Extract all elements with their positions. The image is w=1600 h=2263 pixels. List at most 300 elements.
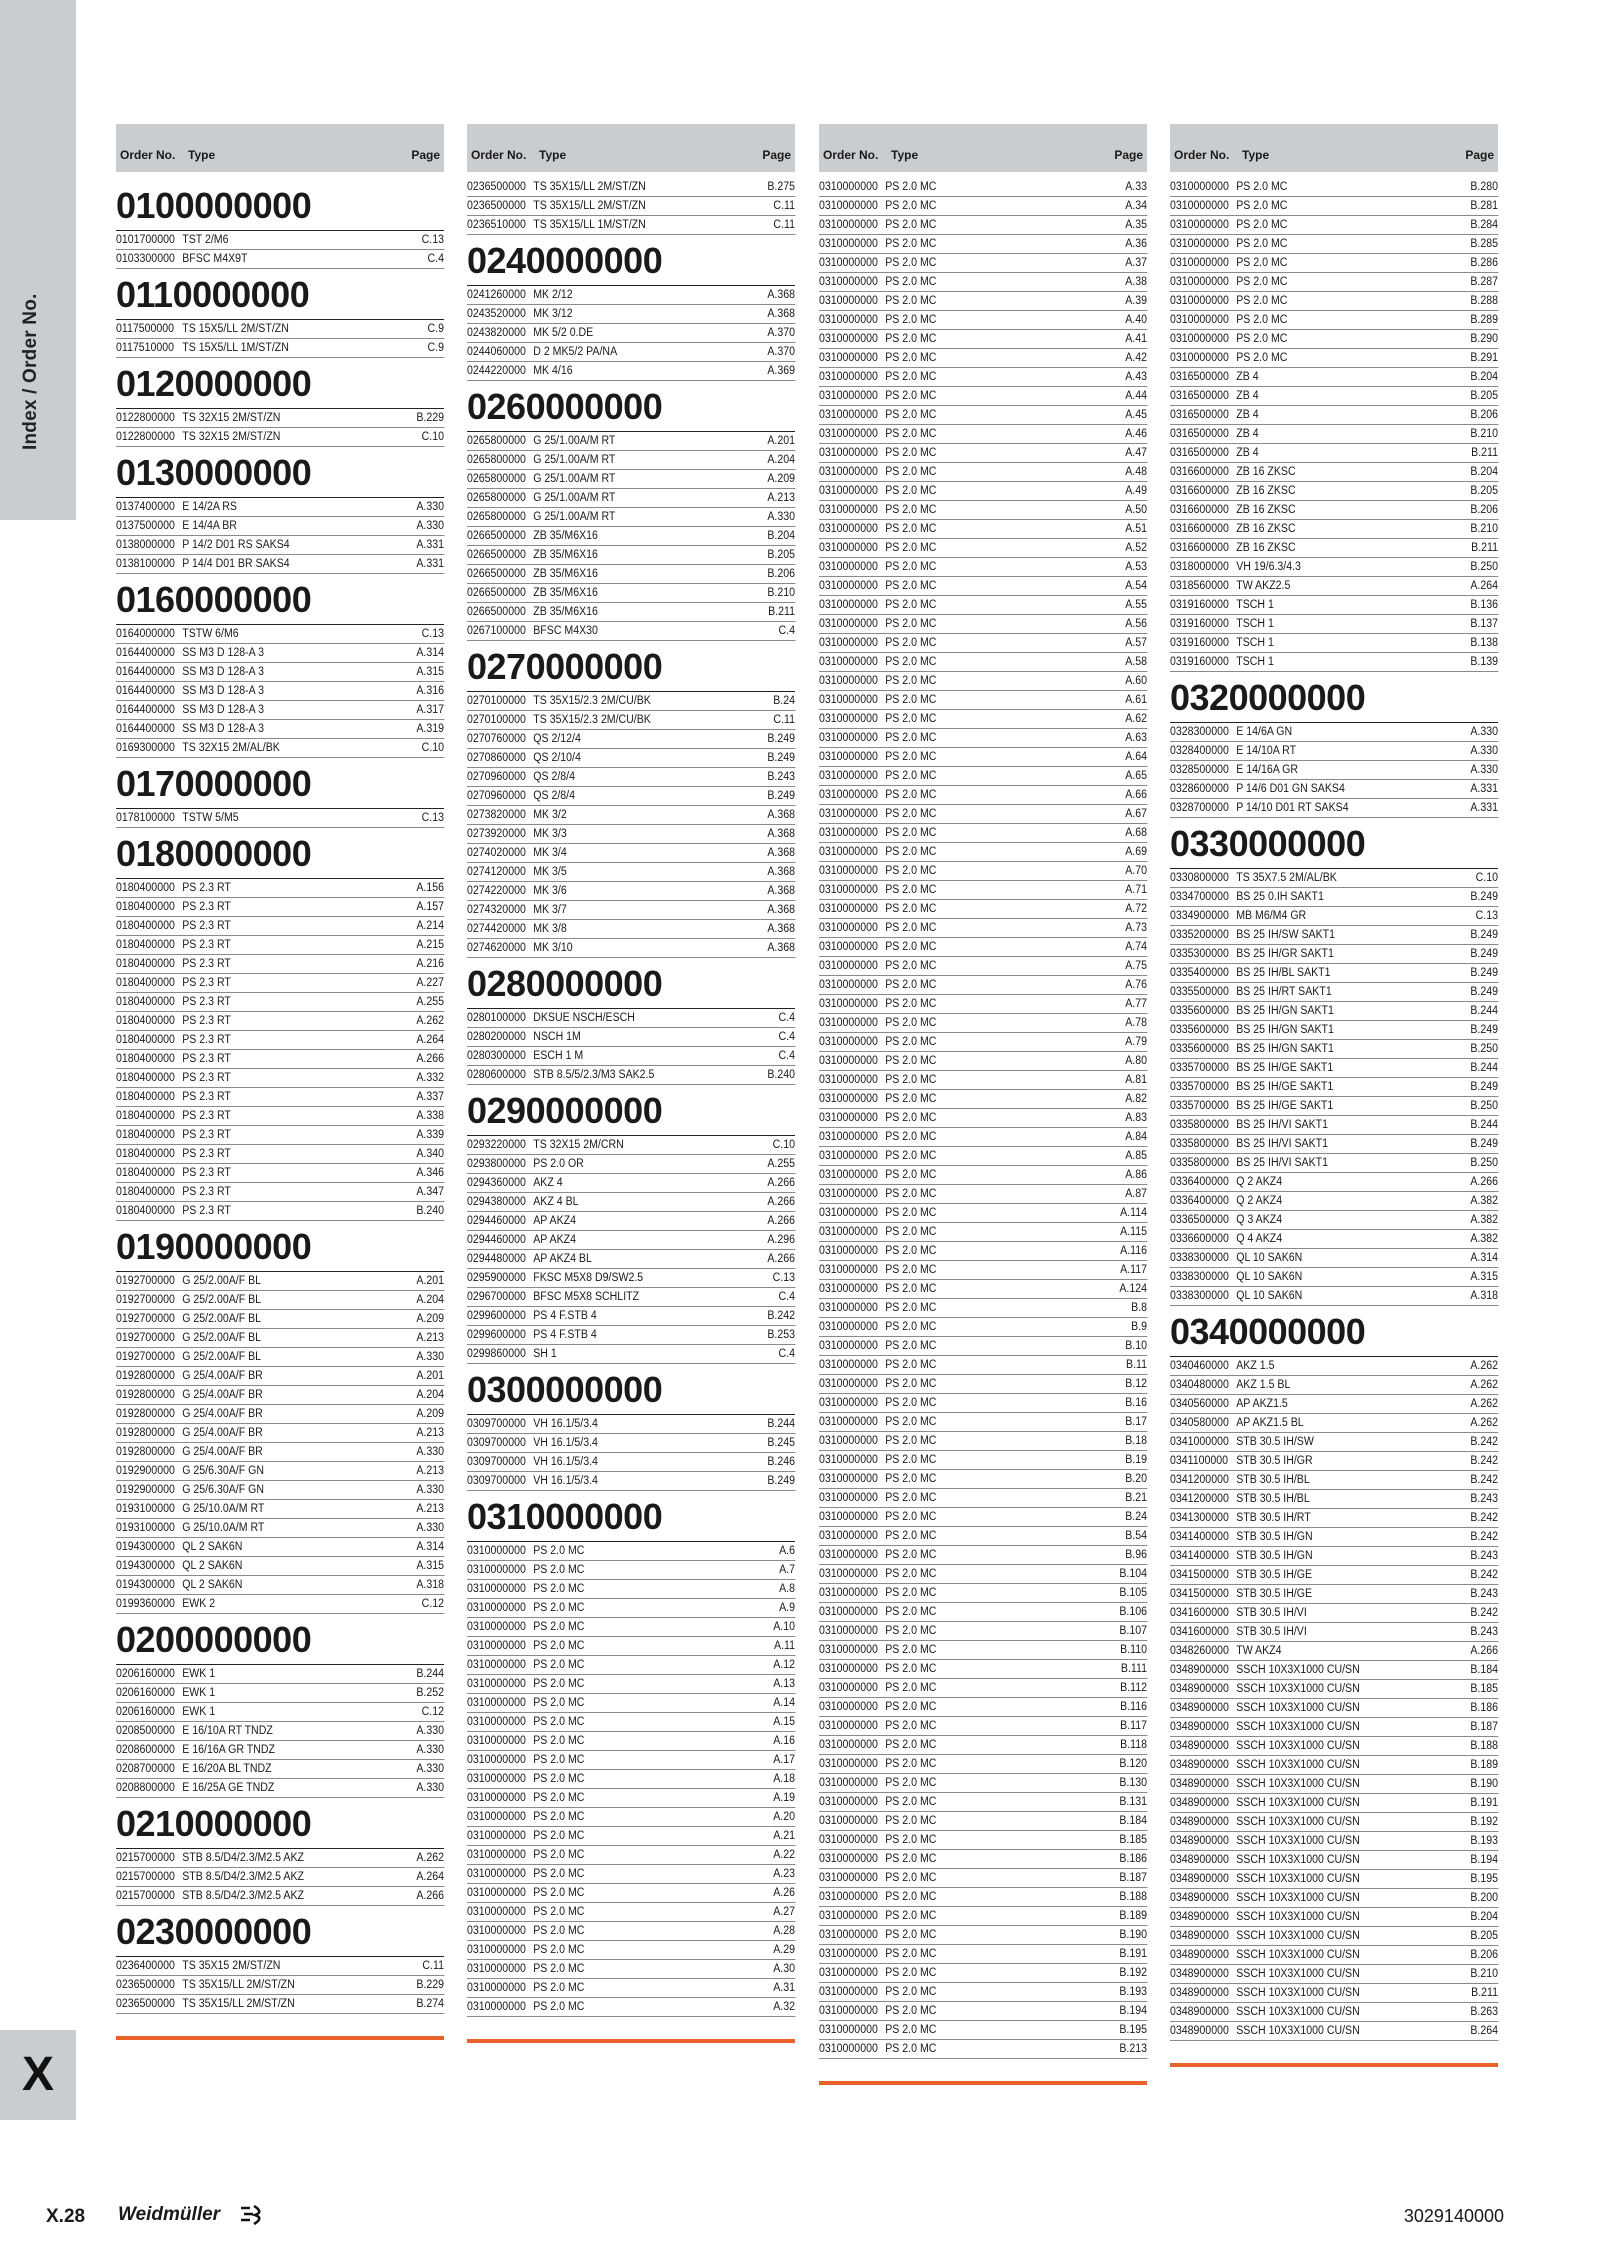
type-cell: SSCH 10X3X1000 CU/SN (1236, 1740, 1360, 1752)
type-cell: STB 30.5 IH/GE (1236, 1569, 1313, 1581)
page-cell: A.330 (416, 501, 445, 513)
type-cell: PS 2.0 MC (885, 1150, 937, 1162)
type-cell: MK 3/12 (533, 308, 573, 320)
table-row (467, 730, 795, 749)
type-cell: P 14/4 D01 BR SAKS4 (182, 558, 290, 570)
order-number-cell: 0309700000 (467, 1437, 526, 1449)
type-cell: PS 2.0 MC (1236, 200, 1288, 212)
type-cell: TSCH 1 (1236, 637, 1274, 649)
group-title: 0210000000 (116, 1798, 444, 1849)
type-cell: G 25/2.00A/F BL (182, 1275, 262, 1287)
table-row (1170, 1230, 1498, 1249)
order-number-cell: 0348900000 (1170, 1702, 1229, 1714)
type-cell: PS 2.0 MC (885, 2005, 937, 2017)
table-row (1170, 1623, 1498, 1642)
type-cell: G 25/4.00A/F BR (182, 1446, 263, 1458)
group-title: 0130000000 (116, 447, 444, 498)
order-number-cell: 0310000000 (819, 523, 878, 535)
index-column-3 (819, 124, 1147, 2085)
table-row (467, 1922, 795, 1941)
table-row (116, 898, 444, 917)
type-cell: SS M3 D 128-A 3 (182, 666, 264, 678)
table-row (819, 1261, 1147, 1280)
type-cell: AKZ 1.5 (1236, 1360, 1275, 1372)
type-cell: QS 2/10/4 (533, 752, 581, 764)
order-number-cell: 0341500000 (1170, 1588, 1229, 1600)
table-row (819, 1793, 1147, 1812)
page-cell: B.195 (1119, 2024, 1148, 2036)
page-cell: B.242 (1470, 1531, 1499, 1543)
table-row (819, 976, 1147, 995)
column-header-order: Order No. (471, 148, 527, 162)
order-number-cell: 0194300000 (116, 1541, 175, 1553)
table-row (819, 1831, 1147, 1850)
page-cell: B.250 (1470, 1043, 1499, 1055)
type-cell: PS 2.0 MC (885, 1758, 937, 1770)
type-cell: PS 2.0 MC (885, 960, 937, 972)
order-number-cell: 0192700000 (116, 1294, 175, 1306)
page-cell: B.205 (1470, 485, 1499, 497)
order-number-cell: 0266500000 (467, 587, 526, 599)
order-number-cell: 0328600000 (1170, 783, 1229, 795)
type-cell: PS 2.0 MC (885, 1948, 937, 1960)
page-cell: B.249 (767, 1475, 796, 1487)
table-row (1170, 1287, 1498, 1306)
type-cell: PS 2.0 MC (885, 333, 937, 345)
type-cell: PS 2.3 RT (182, 996, 231, 1008)
table-row (1170, 888, 1498, 907)
table-row (467, 432, 795, 451)
page-cell: A.60 (1125, 675, 1148, 687)
table-row (1170, 1908, 1498, 1927)
page-cell: A.73 (1125, 922, 1148, 934)
type-cell: AP AKZ4 BL (533, 1253, 592, 1265)
page-cell: A.368 (767, 828, 796, 840)
page-cell: C.9 (427, 323, 445, 335)
table-row (467, 863, 795, 882)
page-cell: A.330 (416, 1725, 445, 1737)
table-row (1170, 1471, 1498, 1490)
order-number-cell: 0310000000 (467, 1621, 526, 1633)
order-number-cell: 0180400000 (116, 1091, 175, 1103)
page-cell: A.262 (416, 1852, 445, 1864)
page-cell: A.330 (416, 1744, 445, 1756)
table-row (116, 917, 444, 936)
order-number-cell: 0243820000 (467, 327, 526, 339)
section-letter: X (21, 2048, 54, 2101)
table-row (116, 498, 444, 517)
type-cell: E 14/4A BR (182, 520, 237, 532)
type-cell: SSCH 10X3X1000 CU/SN (1236, 1854, 1360, 1866)
table-row (819, 1907, 1147, 1926)
page-cell: B.243 (767, 771, 796, 783)
table-row (1170, 1154, 1498, 1173)
type-cell: MK 5/2 0.DE (533, 327, 594, 339)
page-cell: C.12 (421, 1706, 445, 1718)
page-cell: A.51 (1125, 523, 1148, 535)
table-row (819, 1166, 1147, 1185)
page-cell: B.275 (767, 181, 796, 193)
order-number-cell: 0194300000 (116, 1579, 175, 1591)
group-title: 0160000000 (116, 574, 444, 625)
table-row (1170, 558, 1498, 577)
table-row (819, 938, 1147, 957)
order-number-cell: 0180400000 (116, 1167, 175, 1179)
order-number-cell: 0310000000 (819, 1853, 878, 1865)
order-number-cell: 0310000000 (819, 485, 878, 497)
table-row (467, 1884, 795, 1903)
page-cell: A.330 (416, 520, 445, 532)
order-number-cell: 0310000000 (819, 1226, 878, 1238)
page-cell: A.339 (416, 1129, 445, 1141)
page-cell: A.117 (1120, 1264, 1148, 1276)
order-number-cell: 0180400000 (116, 1129, 175, 1141)
order-number-cell: 0341600000 (1170, 1607, 1229, 1619)
page-cell: A.368 (767, 809, 796, 821)
page-cell: B.204 (767, 530, 796, 542)
type-cell: BS 25 IH/BL SAKT1 (1236, 967, 1331, 979)
type-cell: PS 2.0 MC (885, 1055, 937, 1067)
type-cell: STB 8.5/D4/2.3/M2.5 AKZ (182, 1852, 304, 1864)
type-cell: E 16/16A GR TNDZ (182, 1744, 275, 1756)
order-number-cell: 0310000000 (467, 1963, 526, 1975)
group-title: 0120000000 (116, 358, 444, 409)
table-row (1170, 1078, 1498, 1097)
order-number-cell: 0310000000 (819, 732, 878, 744)
page-cell: C.13 (421, 234, 445, 246)
type-cell: PS 2.0 MC (885, 238, 937, 250)
table-row (819, 216, 1147, 235)
table-row (819, 1546, 1147, 1565)
group-title: 0290000000 (467, 1085, 795, 1136)
type-cell: PS 2.0 MC (885, 1340, 937, 1352)
type-cell: PS 2.0 MC (885, 1549, 937, 1561)
order-number-cell: 0310000000 (819, 1967, 878, 1979)
page-cell: B.111 (1120, 1663, 1148, 1675)
page-cell: A.266 (1470, 1645, 1499, 1657)
order-number-cell: 0208700000 (116, 1763, 175, 1775)
table-row (467, 1009, 795, 1028)
page-cell: A.16 (773, 1735, 796, 1747)
type-cell: PS 2.0 MC (885, 675, 937, 687)
page-cell: B.242 (1470, 1607, 1499, 1619)
type-cell: PS 2.0 MC (885, 485, 937, 497)
table-row (819, 1508, 1147, 1527)
type-cell: TS 32X15 2M/ST/ZN (182, 412, 281, 424)
type-cell: PS 2.3 RT (182, 920, 231, 932)
table-row (467, 1434, 795, 1453)
type-cell: MK 3/7 (533, 904, 567, 916)
table-row (1170, 216, 1498, 235)
type-cell: PS 2.0 MC (885, 1815, 937, 1827)
type-cell: PS 2.0 MC (885, 542, 937, 554)
table-row (1170, 1794, 1498, 1813)
type-cell: PS 2.0 MC (533, 1963, 585, 1975)
type-cell: PS 2.0 MC (885, 1112, 937, 1124)
order-number-cell: 0180400000 (116, 996, 175, 1008)
page-cell: A.76 (1125, 979, 1148, 991)
type-cell: PS 2.0 MC (885, 865, 937, 877)
type-cell: SSCH 10X3X1000 CU/SN (1236, 1949, 1360, 1961)
table-row (819, 197, 1147, 216)
table-row (467, 1789, 795, 1808)
table-row (819, 463, 1147, 482)
table-row (467, 343, 795, 362)
page-cell: A.28 (773, 1925, 796, 1937)
page-cell: A.209 (416, 1313, 445, 1325)
order-number-cell: 0319160000 (1170, 618, 1229, 630)
order-number-cell: 0310000000 (1170, 181, 1229, 193)
page-cell: A.266 (767, 1177, 796, 1189)
type-cell: STB 30.5 IH/BL (1236, 1474, 1310, 1486)
page-cell: B.242 (1470, 1436, 1499, 1448)
type-cell: SSCH 10X3X1000 CU/SN (1236, 1930, 1360, 1942)
order-number-cell: 0310000000 (819, 1302, 878, 1314)
order-number-cell: 0310000000 (1170, 238, 1229, 250)
table-row (1170, 780, 1498, 799)
type-cell: MK 3/10 (533, 942, 573, 954)
order-number-cell: 0192900000 (116, 1465, 175, 1477)
order-number-cell: 0316500000 (1170, 447, 1229, 459)
type-cell: PS 2.0 MC (1236, 295, 1288, 307)
order-number-cell: 0310000000 (467, 1792, 526, 1804)
page-cell: B.242 (1470, 1569, 1499, 1581)
table-row (116, 1887, 444, 1906)
page-cell: A.347 (416, 1186, 445, 1198)
order-number-cell: 0178100000 (116, 812, 175, 824)
page-cell: B.139 (1470, 656, 1499, 668)
brand-logo-icon (238, 2202, 268, 2228)
table-row (1170, 197, 1498, 216)
table-row (1170, 311, 1498, 330)
table-row (116, 1310, 444, 1329)
order-number-cell: 0310000000 (819, 1473, 878, 1485)
table-row (819, 1660, 1147, 1679)
type-cell: PS 2.0 MC (885, 390, 937, 402)
type-cell: MK 3/5 (533, 866, 567, 878)
table-row (467, 1941, 795, 1960)
type-cell: TS 35X15/2.3 2M/CU/BK (533, 695, 651, 707)
order-number-cell: 0310000000 (819, 903, 878, 915)
page-cell: A.330 (416, 1484, 445, 1496)
type-cell: STB 30.5 IH/RT (1236, 1512, 1311, 1524)
order-number-cell: 0341300000 (1170, 1512, 1229, 1524)
type-cell: TS 35X15 2M/ST/ZN (182, 1960, 281, 1972)
page-cell: A.36 (1125, 238, 1148, 250)
order-number-cell: 0310000000 (819, 371, 878, 383)
page-cell: A.330 (1470, 726, 1499, 738)
type-cell: G 25/1.00A/M RT (533, 492, 616, 504)
order-number-cell: 0192800000 (116, 1408, 175, 1420)
type-cell: PS 2.0 MC (533, 1849, 585, 1861)
page-cell: A.47 (1125, 447, 1148, 459)
type-cell: PS 2.0 MC (885, 1929, 937, 1941)
order-number-cell: 0310000000 (819, 675, 878, 687)
order-number-cell: 0348900000 (1170, 1721, 1229, 1733)
page-cell: B.263 (1470, 2006, 1499, 2018)
table-row (819, 1375, 1147, 1394)
type-cell: PS 2.0 MC (533, 1564, 585, 1576)
type-cell: PS 2.0 MC (885, 1511, 937, 1523)
table-row (819, 444, 1147, 463)
page-cell: A.79 (1125, 1036, 1148, 1048)
page-cell: A.86 (1125, 1169, 1148, 1181)
type-cell: PS 2.0 MC (885, 656, 937, 668)
order-number-cell: 0236510000 (467, 219, 526, 231)
order-number-cell: 0310000000 (467, 1773, 526, 1785)
type-cell: BFSC M4X30 (533, 625, 598, 637)
order-number-cell: 0310000000 (819, 1340, 878, 1352)
page-cell: A.204 (416, 1389, 445, 1401)
order-number-cell: 0348900000 (1170, 1797, 1229, 1809)
group-title: 0180000000 (116, 828, 444, 879)
page-cell: A.209 (416, 1408, 445, 1420)
table-row (819, 368, 1147, 387)
table-row (467, 527, 795, 546)
table-row (116, 1183, 444, 1202)
page-cell: A.116 (1120, 1245, 1148, 1257)
order-number-cell: 0319160000 (1170, 599, 1229, 611)
table-row (467, 1732, 795, 1751)
page-cell: B.249 (1470, 1081, 1499, 1093)
type-cell: PS 2.0 MC (885, 884, 937, 896)
table-row (1170, 1433, 1498, 1452)
table-row (116, 955, 444, 974)
order-number-cell: 0122800000 (116, 431, 175, 443)
order-number-cell: 0215700000 (116, 1890, 175, 1902)
page-cell: B.204 (1470, 371, 1499, 383)
page-footer (0, 2200, 1600, 2240)
page-cell: A.314 (416, 647, 445, 659)
table-row (1170, 1059, 1498, 1078)
order-number-cell: 0318560000 (1170, 580, 1229, 592)
order-number-cell: 0348900000 (1170, 1892, 1229, 1904)
page-cell: B.250 (1470, 1100, 1499, 1112)
page-cell: B.96 (1125, 1549, 1148, 1561)
order-number-cell: 0180400000 (116, 958, 175, 970)
order-number-cell: 0310000000 (819, 960, 878, 972)
page-cell: A.264 (416, 1871, 445, 1883)
type-cell: PS 2.0 MC (885, 808, 937, 820)
table-row (819, 1185, 1147, 1204)
type-cell: SSCH 10X3X1000 CU/SN (1236, 1873, 1360, 1885)
table-row (819, 1565, 1147, 1584)
page-cell: A.370 (767, 346, 796, 358)
type-cell: SSCH 10X3X1000 CU/SN (1236, 2006, 1360, 2018)
table-row (1170, 577, 1498, 596)
page-cell: B.105 (1119, 1587, 1148, 1599)
type-cell: PS 2.0 MC (885, 1568, 937, 1580)
order-number-cell: 0348900000 (1170, 1778, 1229, 1790)
order-number-cell: 0338300000 (1170, 1290, 1229, 1302)
type-cell: TS 15X5/LL 1M/ST/ZN (182, 342, 289, 354)
page-cell: C.12 (421, 1598, 445, 1610)
table-row (116, 555, 444, 574)
type-cell: PS 2.0 MC (1236, 352, 1288, 364)
type-cell: BS 25 IH/GN SAKT1 (1236, 1005, 1334, 1017)
table-row (1170, 596, 1498, 615)
order-number-cell: 0243520000 (467, 308, 526, 320)
type-cell: VH 16.1/5/3.4 (533, 1418, 598, 1430)
order-number-cell: 0267100000 (467, 625, 526, 637)
table-row (116, 1069, 444, 1088)
page-cell: A.266 (767, 1253, 796, 1265)
type-cell: SSCH 10X3X1000 CU/SN (1236, 1664, 1360, 1676)
order-number-cell: 0335800000 (1170, 1157, 1229, 1169)
type-cell: PS 2.0 MC (885, 1682, 937, 1694)
page-cell: A.45 (1125, 409, 1148, 421)
table-row (467, 1599, 795, 1618)
order-number-cell: 0335700000 (1170, 1062, 1229, 1074)
page-cell: A.48 (1125, 466, 1148, 478)
page-cell: A.262 (1470, 1379, 1499, 1391)
page-cell: B.188 (1119, 1891, 1148, 1903)
table-row (819, 1280, 1147, 1299)
table-row (819, 1964, 1147, 1983)
group-title: 0230000000 (116, 1906, 444, 1957)
table-row (1170, 1192, 1498, 1211)
type-cell: PS 2.0 MC (885, 276, 937, 288)
order-number-cell: 0335700000 (1170, 1100, 1229, 1112)
type-cell: PS 2.3 RT (182, 1110, 231, 1122)
group-title: 0330000000 (1170, 818, 1498, 869)
group-title: 0190000000 (116, 1221, 444, 1272)
table-row (1170, 1984, 1498, 2003)
type-cell: PS 2.0 MC (533, 1906, 585, 1918)
order-number-cell: 0310000000 (467, 1887, 526, 1899)
table-row (819, 1413, 1147, 1432)
order-number-cell: 0265800000 (467, 511, 526, 523)
page-cell: A.330 (1470, 745, 1499, 757)
type-cell: NSCH 1M (533, 1031, 581, 1043)
page-cell: B.195 (1470, 1873, 1499, 1885)
page-cell: B.185 (1470, 1683, 1499, 1695)
order-number-cell: 0310000000 (467, 1583, 526, 1595)
page-cell: B.249 (767, 733, 796, 745)
table-row (116, 1367, 444, 1386)
page-cell: B.118 (1120, 1739, 1148, 1751)
type-cell: PS 2.0 MC (885, 1644, 937, 1656)
page-cell: A.368 (767, 289, 796, 301)
page-cell: A.80 (1125, 1055, 1148, 1067)
type-cell: MK 3/2 (533, 809, 567, 821)
page-cell: A.266 (767, 1196, 796, 1208)
page-cell: B.242 (1470, 1455, 1499, 1467)
page-cell: B.205 (1470, 390, 1499, 402)
type-cell: PS 2.0 MC (885, 1017, 937, 1029)
page-cell: B.211 (1471, 1987, 1499, 1999)
page-cell: C.9 (427, 342, 445, 354)
type-cell: PS 2.0 MC (885, 846, 937, 858)
type-cell: BS 25 IH/SW SAKT1 (1236, 929, 1336, 941)
table-row (819, 596, 1147, 615)
table-row (819, 1641, 1147, 1660)
page-cell: A.31 (773, 1982, 796, 1994)
table-row (116, 1424, 444, 1443)
type-cell: PS 2.0 MC (885, 789, 937, 801)
page-cell: A.319 (416, 723, 445, 735)
order-number-cell: 0164400000 (116, 666, 175, 678)
type-cell: PS 2.0 MC (885, 1606, 937, 1618)
page-cell: A.42 (1125, 352, 1148, 364)
type-cell: QL 10 SAK6N (1236, 1271, 1303, 1283)
table-row (116, 517, 444, 536)
order-number-cell: 0328500000 (1170, 764, 1229, 776)
type-cell: PS 2.0 MC (1236, 257, 1288, 269)
column-header-page: Page (1465, 148, 1494, 162)
order-number-cell: 0348900000 (1170, 1683, 1229, 1695)
order-number-cell: 0180400000 (116, 1053, 175, 1065)
